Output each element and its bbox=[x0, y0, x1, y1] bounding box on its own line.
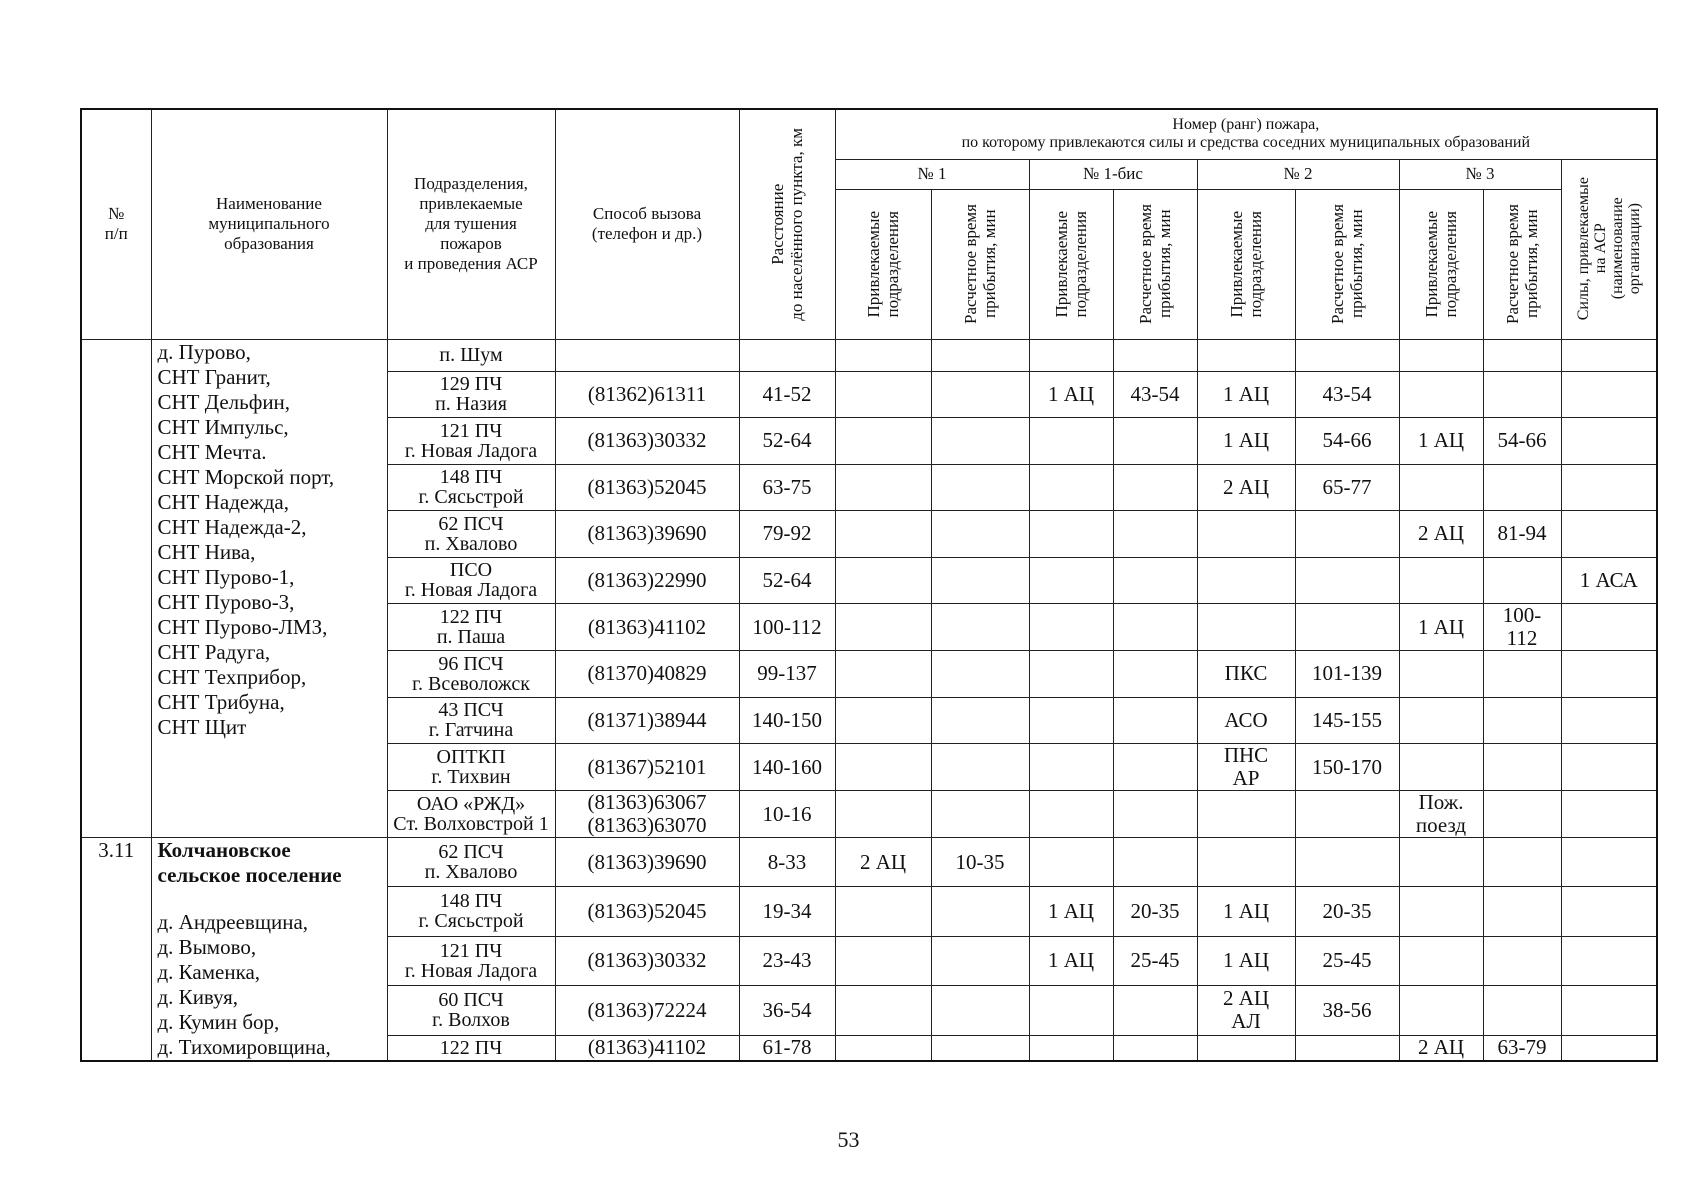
cell-distance: 52-64 bbox=[739, 418, 835, 465]
cell-rank3-time: 63-79 bbox=[1483, 1035, 1561, 1061]
cell-distance: 41-52 bbox=[739, 371, 835, 418]
cell-rank1-time bbox=[931, 791, 1029, 838]
page-number: 53 bbox=[837, 1127, 860, 1152]
header-rank-3-time: Расчетное время прибытия, мин bbox=[1483, 189, 1561, 339]
cell-phone: (81363)63067 (81363)63070 bbox=[555, 791, 739, 838]
cell-phone: (81370)40829 bbox=[555, 651, 739, 698]
cell-rank2-time bbox=[1295, 1035, 1399, 1061]
cell-rank1-time bbox=[931, 464, 1029, 511]
cell-unit: 62 ПСЧ п. Хвалово bbox=[387, 838, 555, 887]
cell-distance: 140-150 bbox=[739, 697, 835, 744]
cell-phone: (81371)38944 bbox=[555, 697, 739, 744]
cell-rank1bis-units: 1 АЦ bbox=[1029, 936, 1113, 985]
cell-rank2-units: АСО bbox=[1197, 697, 1295, 744]
cell-asr bbox=[1561, 371, 1657, 418]
cell-distance: 8-33 bbox=[739, 838, 835, 887]
table-row bbox=[81, 339, 1657, 371]
cell-unit: ОАО «РЖД» Ст. Волховстрой 1 bbox=[387, 791, 555, 838]
cell-rank1-time bbox=[931, 1035, 1029, 1061]
cell-rank3-units bbox=[1399, 464, 1483, 511]
cell-rank3-time bbox=[1483, 791, 1561, 838]
cell-rank2-units: ПНС АР bbox=[1197, 744, 1295, 791]
cell-rank2-units bbox=[1197, 604, 1295, 651]
header-rank-3: № 3 bbox=[1399, 159, 1561, 189]
cell-rank3-time bbox=[1483, 339, 1561, 371]
cell-rank3-units bbox=[1399, 936, 1483, 985]
cell-rank1bis-time bbox=[1113, 604, 1197, 651]
cell-rank2-time: 54-66 bbox=[1295, 418, 1399, 465]
cell-rank3-time bbox=[1483, 838, 1561, 887]
cell-asr bbox=[1561, 339, 1657, 371]
header-num: № п/п bbox=[81, 109, 151, 339]
cell-asr bbox=[1561, 985, 1657, 1035]
cell-rank1-units bbox=[835, 887, 931, 936]
cell-phone: (81363)72224 bbox=[555, 985, 739, 1035]
cell-rank3-units: 2 АЦ bbox=[1399, 1035, 1483, 1061]
cell-phone: (81363)41102 bbox=[555, 1035, 739, 1061]
cell-rank3-units bbox=[1399, 339, 1483, 371]
cell-rank3-units bbox=[1399, 651, 1483, 698]
header-call-method: Способ вызова (телефон и др.) bbox=[555, 109, 739, 339]
cell-rank2-time: 150-170 bbox=[1295, 744, 1399, 791]
cell-rank1bis-time bbox=[1113, 339, 1197, 371]
cell-rank3-time: 81-94 bbox=[1483, 511, 1561, 558]
cell-rank1bis-time bbox=[1113, 651, 1197, 698]
cell-rank1-time bbox=[931, 697, 1029, 744]
cell-rank1-units bbox=[835, 339, 931, 371]
cell-phone: (81363)39690 bbox=[555, 838, 739, 887]
cell-unit: п. Шум bbox=[387, 339, 555, 371]
cell-rank1-time: 10-35 bbox=[931, 838, 1029, 887]
cell-rank3-units: 1 АЦ bbox=[1399, 604, 1483, 651]
cell-phone bbox=[555, 339, 739, 371]
cell-rank1-units bbox=[835, 464, 931, 511]
cell-rank1bis-time bbox=[1113, 418, 1197, 465]
cell-phone: (81363)39690 bbox=[555, 511, 739, 558]
cell-rank3-units: Пож. поезд bbox=[1399, 791, 1483, 838]
cell-phone: (81363)52045 bbox=[555, 464, 739, 511]
cell-rank2-time: 145-155 bbox=[1295, 697, 1399, 744]
cell-rank2-time bbox=[1295, 604, 1399, 651]
cell-rank2-units bbox=[1197, 557, 1295, 604]
cell-rank3-units bbox=[1399, 887, 1483, 936]
cell-rank1bis-time bbox=[1113, 697, 1197, 744]
cell-unit: 148 ПЧ г. Сясьстрой bbox=[387, 464, 555, 511]
cell-rank1bis-units: 1 АЦ bbox=[1029, 887, 1113, 936]
header-rank-3-units: Привлекаемые подразделения bbox=[1399, 189, 1483, 339]
cell-rank2-time bbox=[1295, 557, 1399, 604]
cell-distance: 19-34 bbox=[739, 887, 835, 936]
cell-phone: (81363)52045 bbox=[555, 887, 739, 936]
cell-rank1-time bbox=[931, 557, 1029, 604]
cell-rank1bis-units bbox=[1029, 651, 1113, 698]
cell-rank2-units: 1 АЦ bbox=[1197, 936, 1295, 985]
cell-rank1-units bbox=[835, 418, 931, 465]
cell-unit: 121 ПЧ г. Новая Ладога bbox=[387, 936, 555, 985]
row-number bbox=[81, 339, 151, 838]
header-rank-1-units: Привлекаемые подразделения bbox=[835, 189, 931, 339]
cell-phone: (81367)52101 bbox=[555, 744, 739, 791]
cell-phone: (81363)30332 bbox=[555, 936, 739, 985]
cell-rank1-units: 2 АЦ bbox=[835, 838, 931, 887]
cell-unit: 122 ПЧ bbox=[387, 1035, 555, 1061]
cell-rank2-units: 2 АЦ bbox=[1197, 464, 1295, 511]
cell-unit: 121 ПЧ г. Новая Ладога bbox=[387, 418, 555, 465]
cell-rank1-time bbox=[931, 511, 1029, 558]
cell-unit: 148 ПЧ г. Сясьстрой bbox=[387, 887, 555, 936]
cell-rank2-time: 101-139 bbox=[1295, 651, 1399, 698]
cell-rank1bis-time bbox=[1113, 464, 1197, 511]
cell-rank1bis-units bbox=[1029, 697, 1113, 744]
cell-rank1-units bbox=[835, 557, 931, 604]
cell-rank2-time bbox=[1295, 339, 1399, 371]
cell-rank1bis-units bbox=[1029, 1035, 1113, 1061]
row-number: 3.11 bbox=[81, 838, 151, 1062]
cell-rank1bis-time bbox=[1113, 985, 1197, 1035]
cell-rank2-units bbox=[1197, 1035, 1295, 1061]
header-rank-1-bis-units: Привлекаемые подразделения bbox=[1029, 189, 1113, 339]
cell-rank1-time bbox=[931, 651, 1029, 698]
cell-rank3-time bbox=[1483, 557, 1561, 604]
cell-rank1-time bbox=[931, 887, 1029, 936]
cell-rank3-units bbox=[1399, 744, 1483, 791]
cell-rank2-time: 20-35 bbox=[1295, 887, 1399, 936]
cell-rank1bis-time bbox=[1113, 557, 1197, 604]
cell-rank1bis-units bbox=[1029, 744, 1113, 791]
header-rank-1: № 1 bbox=[835, 159, 1029, 189]
cell-rank1-units bbox=[835, 744, 931, 791]
cell-asr bbox=[1561, 604, 1657, 651]
cell-distance: 23-43 bbox=[739, 936, 835, 985]
cell-rank1-units bbox=[835, 371, 931, 418]
cell-rank1-time bbox=[931, 744, 1029, 791]
cell-unit: ПСО г. Новая Ладога bbox=[387, 557, 555, 604]
cell-rank1-units bbox=[835, 697, 931, 744]
cell-asr bbox=[1561, 511, 1657, 558]
cell-rank2-units: ПКС bbox=[1197, 651, 1295, 698]
cell-distance bbox=[739, 339, 835, 371]
cell-rank3-time bbox=[1483, 651, 1561, 698]
cell-rank1bis-time bbox=[1113, 511, 1197, 558]
cell-rank1-units bbox=[835, 604, 931, 651]
cell-rank3-units bbox=[1399, 557, 1483, 604]
cell-unit: 129 ПЧ п. Назия bbox=[387, 371, 555, 418]
cell-rank3-units bbox=[1399, 838, 1483, 887]
cell-asr bbox=[1561, 697, 1657, 744]
cell-rank3-time bbox=[1483, 697, 1561, 744]
cell-asr bbox=[1561, 936, 1657, 985]
header-distance: Расстояние до населённого пункта, км bbox=[739, 109, 835, 339]
cell-rank1bis-units bbox=[1029, 557, 1113, 604]
cell-rank1bis-time bbox=[1113, 838, 1197, 887]
cell-rank1bis-units bbox=[1029, 418, 1113, 465]
cell-rank3-time: 100- 112 bbox=[1483, 604, 1561, 651]
cell-asr bbox=[1561, 887, 1657, 936]
cell-rank2-time: 65-77 bbox=[1295, 464, 1399, 511]
table-row bbox=[81, 838, 1657, 887]
cell-rank1bis-time: 43-54 bbox=[1113, 371, 1197, 418]
cell-rank3-units: 2 АЦ bbox=[1399, 511, 1483, 558]
cell-rank1-units bbox=[835, 511, 931, 558]
cell-phone: (81363)22990 bbox=[555, 557, 739, 604]
cell-rank2-units bbox=[1197, 339, 1295, 371]
cell-unit: ОПТКП г. Тихвин bbox=[387, 744, 555, 791]
cell-asr bbox=[1561, 791, 1657, 838]
cell-rank1-time bbox=[931, 604, 1029, 651]
cell-rank3-units bbox=[1399, 371, 1483, 418]
cell-rank3-units bbox=[1399, 697, 1483, 744]
municipality-cell bbox=[151, 339, 387, 838]
cell-rank2-units: 1 АЦ bbox=[1197, 418, 1295, 465]
cell-rank3-time bbox=[1483, 936, 1561, 985]
cell-asr bbox=[1561, 651, 1657, 698]
cell-rank1bis-time bbox=[1113, 1035, 1197, 1061]
cell-rank1bis-units bbox=[1029, 791, 1113, 838]
cell-asr bbox=[1561, 418, 1657, 465]
header-municipality: Наименование муниципального образования bbox=[151, 109, 387, 339]
cell-asr: 1 АСА bbox=[1561, 557, 1657, 604]
cell-rank3-time bbox=[1483, 985, 1561, 1035]
cell-rank2-time: 43-54 bbox=[1295, 371, 1399, 418]
cell-rank3-time bbox=[1483, 887, 1561, 936]
header-rank-1-bis-time: Расчетное время прибытия, мин bbox=[1113, 189, 1197, 339]
municipality-settlements: д. Андреевщина, д. Вымово, д. Каменка, д. Кивуя, д. Кумин бор, д. Тихомировщина, bbox=[157, 910, 331, 1059]
cell-asr bbox=[1561, 464, 1657, 511]
cell-unit: 43 ПСЧ г. Гатчина bbox=[387, 697, 555, 744]
cell-rank2-time bbox=[1295, 791, 1399, 838]
cell-rank2-units: 1 АЦ bbox=[1197, 371, 1295, 418]
cell-rank1-units bbox=[835, 936, 931, 985]
cell-rank2-units bbox=[1197, 791, 1295, 838]
cell-rank2-units: 1 АЦ bbox=[1197, 887, 1295, 936]
cell-rank2-units bbox=[1197, 838, 1295, 887]
cell-rank2-time: 38-56 bbox=[1295, 985, 1399, 1035]
cell-rank1-time bbox=[931, 936, 1029, 985]
cell-unit: 96 ПСЧ г. Всеволожск bbox=[387, 651, 555, 698]
cell-rank1bis-units bbox=[1029, 511, 1113, 558]
cell-distance: 140-160 bbox=[739, 744, 835, 791]
cell-rank1bis-units bbox=[1029, 604, 1113, 651]
header-rank-2-time: Расчетное время прибытия, мин bbox=[1295, 189, 1399, 339]
header-rank-1-time: Расчетное время прибытия, мин bbox=[931, 189, 1029, 339]
cell-asr bbox=[1561, 838, 1657, 887]
cell-phone: (81363)41102 bbox=[555, 604, 739, 651]
cell-rank1bis-time bbox=[1113, 744, 1197, 791]
cell-rank3-time: 54-66 bbox=[1483, 418, 1561, 465]
header-rank-2: № 2 bbox=[1197, 159, 1399, 189]
cell-distance: 61-78 bbox=[739, 1035, 835, 1061]
cell-rank2-time bbox=[1295, 511, 1399, 558]
fire-forces-table bbox=[80, 108, 1658, 1062]
cell-unit: 62 ПСЧ п. Хвалово bbox=[387, 511, 555, 558]
cell-rank2-units: 2 АЦ АЛ bbox=[1197, 985, 1295, 1035]
municipality-cell bbox=[151, 838, 387, 1062]
cell-rank1-time bbox=[931, 985, 1029, 1035]
cell-rank1bis-time: 25-45 bbox=[1113, 936, 1197, 985]
cell-distance: 100-112 bbox=[739, 604, 835, 651]
cell-rank1bis-time bbox=[1113, 791, 1197, 838]
cell-rank1-units bbox=[835, 791, 931, 838]
cell-rank1bis-units bbox=[1029, 838, 1113, 887]
municipality-settlements: д. Пурово, СНТ Гранит, СНТ Дельфин, СНТ Импульс, СНТ Мечта. СНТ Морской порт, СНТ Надежда, СНТ Надежда-2, СНТ Нива, СНТ Пурово-1, СНТ Пурово-3, СНТ Пурово-ЛМЗ, СНТ Радуга, СНТ Техприбор, СНТ Трибуна, СНТ Щит bbox=[157, 339, 335, 739]
cell-distance: 36-54 bbox=[739, 985, 835, 1035]
cell-rank1-units bbox=[835, 1035, 931, 1061]
cell-distance: 79-92 bbox=[739, 511, 835, 558]
cell-rank3-time bbox=[1483, 371, 1561, 418]
cell-rank3-units: 1 АЦ bbox=[1399, 418, 1483, 465]
header-asr-forces: Силы, привлекаемые на АСР (наименование организации) bbox=[1561, 159, 1657, 339]
cell-unit: 122 ПЧ п. Паша bbox=[387, 604, 555, 651]
cell-rank3-units bbox=[1399, 985, 1483, 1035]
cell-distance: 99-137 bbox=[739, 651, 835, 698]
cell-phone: (81363)30332 bbox=[555, 418, 739, 465]
cell-rank2-time: 25-45 bbox=[1295, 936, 1399, 985]
cell-rank3-time bbox=[1483, 464, 1561, 511]
cell-rank1-units bbox=[835, 651, 931, 698]
cell-rank1bis-units bbox=[1029, 464, 1113, 511]
cell-distance: 10-16 bbox=[739, 791, 835, 838]
header-rank-2-units: Привлекаемые подразделения bbox=[1197, 189, 1295, 339]
cell-rank3-time bbox=[1483, 744, 1561, 791]
cell-unit: 60 ПСЧ г. Волхов bbox=[387, 985, 555, 1035]
table-body bbox=[81, 339, 1657, 1061]
cell-rank2-time bbox=[1295, 838, 1399, 887]
cell-asr bbox=[1561, 1035, 1657, 1061]
cell-rank2-units bbox=[1197, 511, 1295, 558]
header-rank-1-bis: № 1-бис bbox=[1029, 159, 1197, 189]
cell-rank1-units bbox=[835, 985, 931, 1035]
municipality-title: Колчановское сельское поселение bbox=[157, 838, 342, 887]
cell-rank1-time bbox=[931, 418, 1029, 465]
cell-distance: 52-64 bbox=[739, 557, 835, 604]
cell-rank1bis-units bbox=[1029, 985, 1113, 1035]
header-rank-title: Номер (ранг) пожара, по которому привлекаются силы и средства соседних муниципальных образований bbox=[835, 109, 1657, 159]
cell-rank1bis-time: 20-35 bbox=[1113, 887, 1197, 936]
cell-rank1-time bbox=[931, 371, 1029, 418]
cell-rank1bis-units: 1 АЦ bbox=[1029, 371, 1113, 418]
cell-rank1-time bbox=[931, 339, 1029, 371]
cell-asr bbox=[1561, 744, 1657, 791]
header-units: Подразделения, привлекаемые для тушения пожаров и проведения АСР bbox=[387, 109, 555, 339]
cell-distance: 63-75 bbox=[739, 464, 835, 511]
cell-rank1bis-units bbox=[1029, 339, 1113, 371]
cell-phone: (81362)61311 bbox=[555, 371, 739, 418]
